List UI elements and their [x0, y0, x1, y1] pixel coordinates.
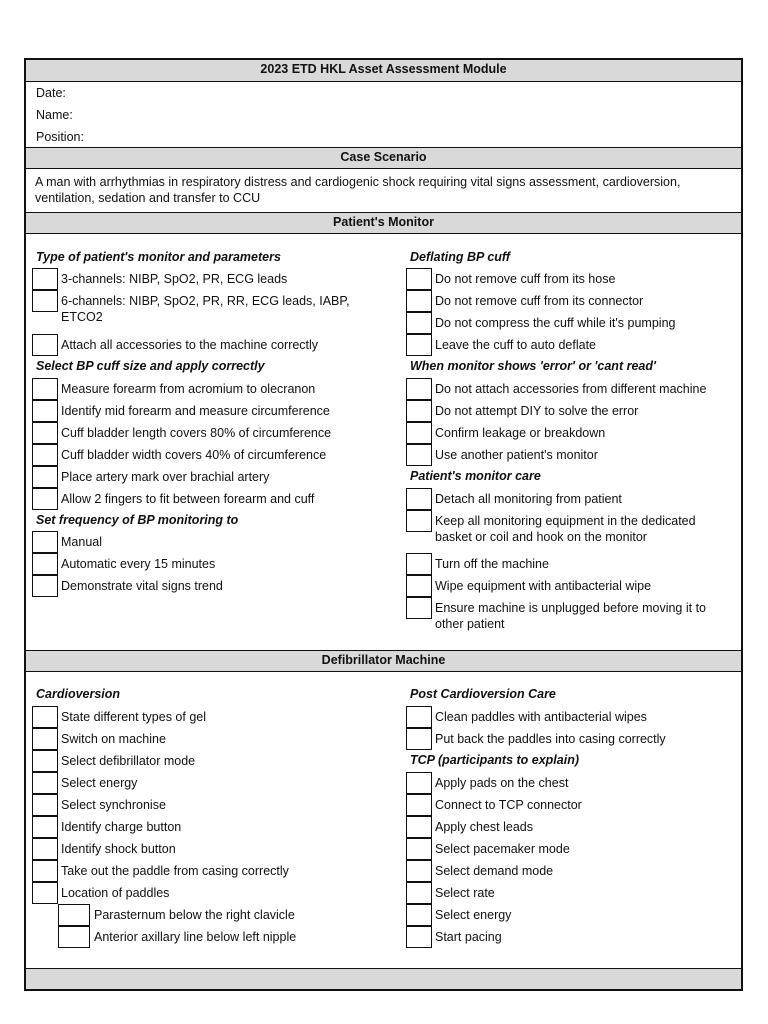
- checklist-label: Do not attach accessories from different machine: [435, 382, 707, 396]
- checkbox[interactable]: [32, 466, 58, 488]
- checkbox[interactable]: [32, 575, 58, 597]
- checkbox[interactable]: [406, 378, 432, 400]
- defibrillator-header: Defibrillator Machine: [26, 650, 741, 672]
- checklist-label: Select rate: [435, 886, 495, 900]
- checklist-label: Apply pads on the chest: [435, 776, 569, 790]
- checkbox[interactable]: [406, 904, 432, 926]
- checkbox[interactable]: [406, 334, 432, 356]
- monitor-type-title: Type of patient's monitor and parameters: [36, 250, 281, 264]
- checkbox[interactable]: [406, 860, 432, 882]
- checkbox[interactable]: [32, 728, 58, 750]
- monitor-care-title: Patient's monitor care: [410, 469, 541, 483]
- checkbox[interactable]: [32, 268, 58, 290]
- checkbox[interactable]: [32, 882, 58, 904]
- deflating-cuff-title: Deflating BP cuff: [410, 250, 511, 264]
- checklist-label: Confirm leakage or breakdown: [435, 426, 606, 440]
- checkbox[interactable]: [32, 488, 58, 510]
- checklist-label: Use another patient's monitor: [435, 448, 598, 462]
- checkbox[interactable]: [32, 750, 58, 772]
- position-field-label: Position:: [36, 130, 84, 144]
- post-cardioversion-title: Post Cardioversion Care: [410, 687, 556, 701]
- checklist-label: State different types of gel: [61, 710, 207, 724]
- checklist-label: Anterior axillary line below left nipple: [94, 930, 297, 944]
- checkbox[interactable]: [32, 838, 58, 860]
- bp-cuff-title: Select BP cuff size and apply correctly: [36, 359, 265, 373]
- checkbox[interactable]: [58, 904, 90, 926]
- checklist-label: Parasternum below the right clavicle: [94, 908, 295, 922]
- checkbox[interactable]: [406, 772, 432, 794]
- checklist-label: Measure forearm from acromium to olecranon: [61, 382, 316, 396]
- case-scenario-header: Case Scenario: [26, 147, 741, 169]
- checkbox[interactable]: [406, 728, 432, 750]
- checkbox[interactable]: [406, 575, 432, 597]
- checkbox[interactable]: [32, 706, 58, 728]
- checklist-label: Select defibrillator mode: [61, 754, 196, 768]
- checklist-label: Start pacing: [435, 930, 502, 944]
- checkbox[interactable]: [406, 312, 432, 334]
- tcp-title: TCP (participants to explain): [410, 753, 580, 767]
- checkbox[interactable]: [32, 422, 58, 444]
- checklist-label: Clean paddles with antibacterial wipes: [435, 710, 647, 724]
- checkbox[interactable]: [32, 531, 58, 553]
- checkbox[interactable]: [406, 597, 432, 619]
- bp-frequency-title: Set frequency of BP monitoring to: [36, 513, 239, 527]
- checklist-label: Do not remove cuff from its hose: [435, 272, 616, 286]
- checkbox[interactable]: [406, 422, 432, 444]
- checklist-label: Place artery mark over brachial artery: [61, 470, 270, 484]
- checkbox[interactable]: [406, 400, 432, 422]
- checkbox[interactable]: [32, 860, 58, 882]
- checklist-label: Automatic every 15 minutes: [61, 557, 216, 571]
- checklist-label: Apply chest leads: [435, 820, 533, 834]
- checkbox[interactable]: [406, 838, 432, 860]
- checkbox[interactable]: [32, 334, 58, 356]
- checklist-label: Detach all monitoring from patient: [435, 492, 622, 506]
- checkbox[interactable]: [406, 510, 432, 532]
- checkbox[interactable]: [32, 794, 58, 816]
- checkbox[interactable]: [32, 816, 58, 838]
- date-field-label: Date:: [36, 86, 66, 100]
- checklist-label: Cuff bladder length covers 80% of circumference: [61, 426, 332, 440]
- checkbox[interactable]: [406, 794, 432, 816]
- checklist-label: Keep all monitoring equipment in the dedicated basket or coil and hook on the monitor: [435, 514, 696, 544]
- checklist-label: Select pacemaker mode: [435, 842, 570, 856]
- checklist-label: Identify charge button: [61, 820, 182, 834]
- checklist-label: Do not attempt DIY to solve the error: [435, 404, 639, 418]
- checklist-label: Connect to TCP connector: [435, 798, 582, 812]
- checklist-label: Location of paddles: [61, 886, 170, 900]
- monitor-error-title: When monitor shows 'error' or 'cant read': [410, 359, 656, 373]
- checkbox[interactable]: [406, 706, 432, 728]
- checklist-label: 6-channels: NIBP, SpO2, PR, RR, ECG leads, IABP, ETCO2: [61, 294, 350, 324]
- form-title: 2023 ETD HKL Asset Assessment Module: [26, 60, 741, 82]
- checkbox[interactable]: [32, 290, 58, 312]
- checkbox[interactable]: [32, 378, 58, 400]
- checklist-label: Wipe equipment with antibacterial wipe: [435, 579, 652, 593]
- checklist-label: Identify shock button: [61, 842, 176, 856]
- checkbox[interactable]: [406, 268, 432, 290]
- checklist-label: Do not remove cuff from its connector: [435, 294, 644, 308]
- checkbox[interactable]: [32, 400, 58, 422]
- checklist-label: Attach all accessories to the machine correctly: [61, 338, 319, 352]
- checklist-label: Select energy: [435, 908, 512, 922]
- checklist-label: Put back the paddles into casing correctly: [435, 732, 666, 746]
- checklist-label: Leave the cuff to auto deflate: [435, 338, 597, 352]
- checklist-label: Ensure machine is unplugged before moving it to other patient: [435, 601, 706, 631]
- checkbox[interactable]: [406, 816, 432, 838]
- checklist-label: Demonstrate vital signs trend: [61, 579, 223, 593]
- checkbox[interactable]: [32, 553, 58, 575]
- form-footer-bar: [26, 968, 741, 989]
- checklist-label: Do not compress the cuff while it's pumping: [435, 316, 676, 330]
- checkbox[interactable]: [406, 290, 432, 312]
- case-scenario-text: A man with arrhythmias in respiratory distress and cardiogenic shock requiring vital signs assessment, cardioversion, ventilation, sedation and transfer to CCU: [35, 175, 681, 205]
- checkbox[interactable]: [58, 926, 90, 948]
- checkbox[interactable]: [406, 488, 432, 510]
- checklist-label: Cuff bladder width covers 40% of circumference: [61, 448, 327, 462]
- name-field-label: Name:: [36, 108, 73, 122]
- checklist-label: Select demand mode: [435, 864, 554, 878]
- checkbox[interactable]: [406, 444, 432, 466]
- assessment-form: [24, 58, 743, 991]
- checklist-label: Manual: [61, 535, 102, 549]
- cardioversion-title: Cardioversion: [36, 687, 121, 701]
- checklist-label: Identify mid forearm and measure circumference: [61, 404, 330, 418]
- checklist-label: Take out the paddle from casing correctly: [61, 864, 289, 878]
- checkbox[interactable]: [406, 882, 432, 904]
- checkbox[interactable]: [406, 926, 432, 948]
- checkbox[interactable]: [32, 444, 58, 466]
- checkbox[interactable]: [32, 772, 58, 794]
- checkbox[interactable]: [406, 553, 432, 575]
- checklist-label: 3-channels: NIBP, SpO2, PR, ECG leads: [61, 272, 288, 286]
- checklist-label: Allow 2 fingers to fit between forearm and cuff: [61, 492, 315, 506]
- patients-monitor-header: Patient's Monitor: [26, 212, 741, 234]
- checklist-label: Switch on machine: [61, 732, 166, 746]
- checklist-label: Select synchronise: [61, 798, 166, 812]
- checklist-label: Turn off the machine: [435, 557, 549, 571]
- checklist-label: Select energy: [61, 776, 138, 790]
